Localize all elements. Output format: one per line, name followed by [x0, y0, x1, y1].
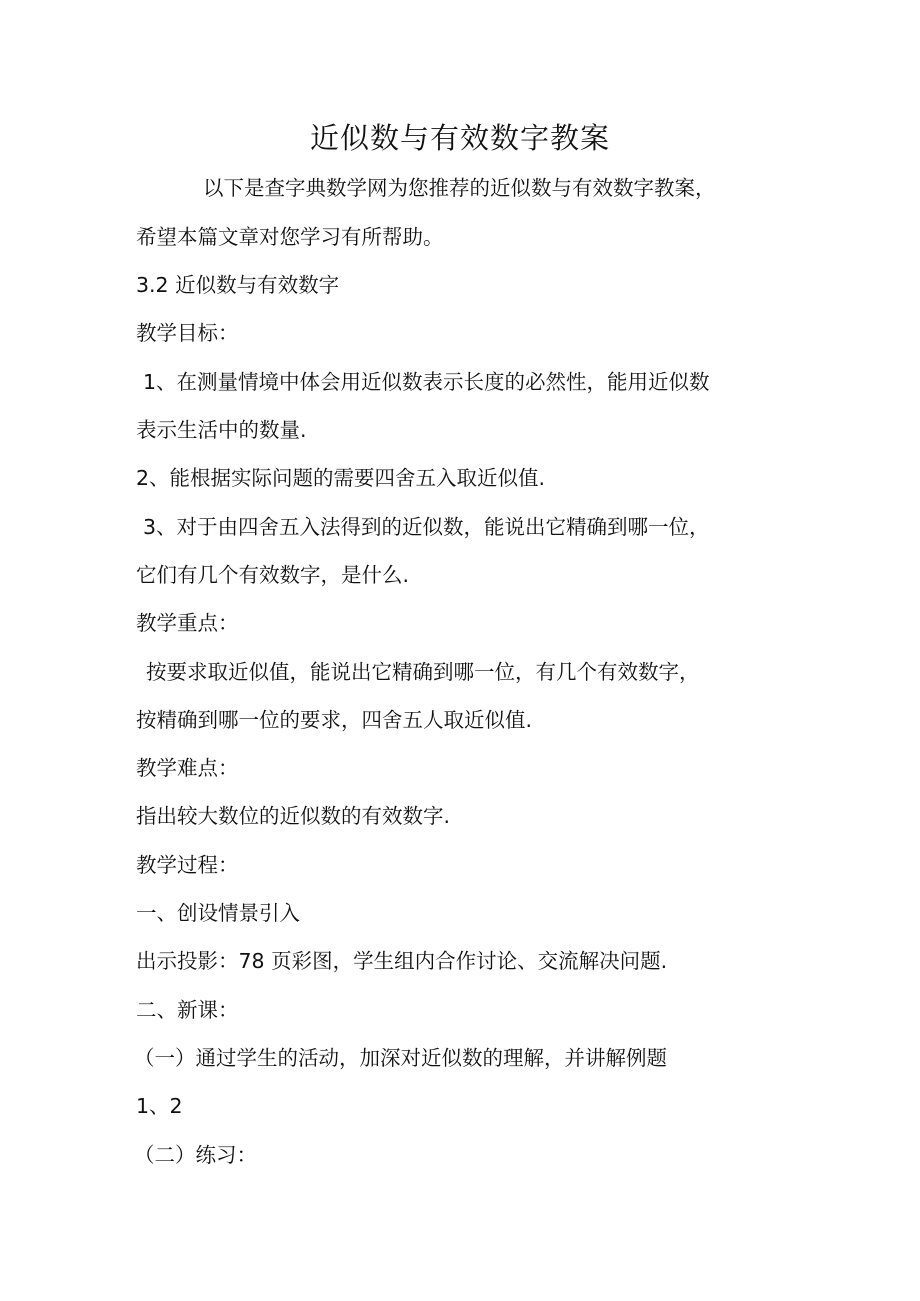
objectives-heading: 教学目标：: [136, 321, 239, 345]
key-points-heading: 教学重点：: [136, 611, 239, 635]
difficulties-heading: 教学难点：: [136, 756, 239, 780]
substep-1-line-2: 1、2: [136, 1094, 183, 1118]
document-title: 近似数与有效数字教案: [309, 121, 610, 155]
objective-1-line-2: 表示生活中的数量.: [136, 418, 307, 442]
step-1-content: 出示投影：78 页彩图，学生组内合作讨论、交流解决问题.: [136, 949, 668, 973]
intro-line-1: 以下是查字典数学网为您推荐的近似数与有效数字教案，: [203, 176, 716, 200]
key-points-line-2: 按精确到哪一位的要求，四舍五人取近似值.: [136, 708, 533, 732]
objective-3-line-2: 它们有几个有效数字，是什么.: [136, 563, 410, 587]
process-heading: 教学过程：: [136, 853, 239, 877]
step-1-heading: 一、创设情景引入: [136, 901, 300, 925]
objective-3-line-1: 3、对于由四舍五入法得到的近似数，能说出它精确到哪一位，: [143, 515, 710, 539]
substep-2-heading: （二）练习：: [134, 1143, 257, 1167]
objective-1-line-1: 1、在测量情境中体会用近似数表示长度的必然性，能用近似数: [143, 370, 710, 394]
intro-line-2: 希望本篇文章对您学习有所帮助。: [136, 225, 444, 249]
substep-1-line-1: （一）通过学生的活动，加深对近似数的理解，并讲解例题: [134, 1046, 667, 1070]
objective-2: 2、能根据实际问题的需要四舍五入取近似值.: [136, 466, 546, 490]
difficulties-line: 指出较大数位的近似数的有效数字.: [136, 804, 451, 828]
step-2-heading: 二、新课：: [136, 998, 239, 1022]
key-points-line-1: 按要求取近似值，能说出它精确到哪一位，有几个有效数字，: [146, 660, 700, 684]
section-heading: 3.2 近似数与有效数字: [136, 273, 340, 297]
